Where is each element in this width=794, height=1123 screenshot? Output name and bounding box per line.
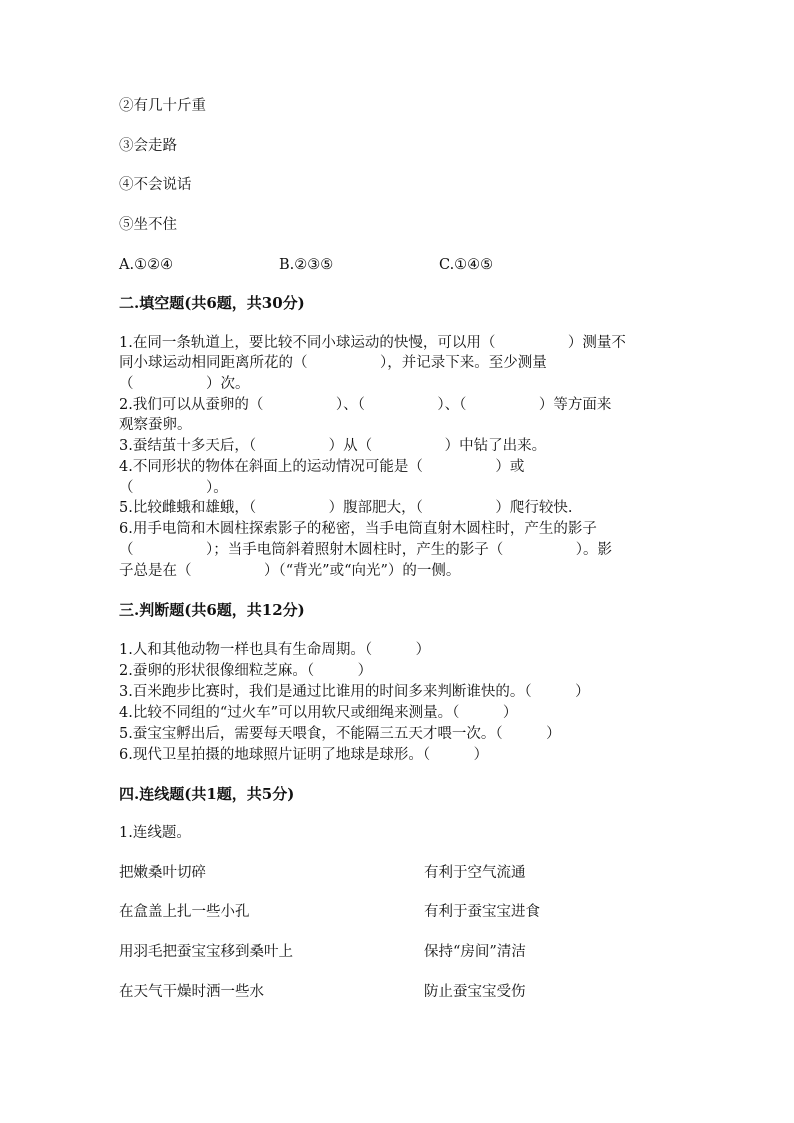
match-left-2: 在盒盖上扎一些小孔 xyxy=(119,904,250,920)
judge-line-3: 3.百米跑步比赛时，我们是通过比谁用的时间多来判断谁快的。（ ） xyxy=(119,684,590,700)
fill-line-9: 5.比较雌蛾和雄蛾，（ ）腹部肥大，（ ）爬行较快. xyxy=(119,500,573,516)
fill-line-7: 4.不同形状的物体在斜面上的运动情况可能是（ ）或 xyxy=(119,459,525,475)
match-right-3: 保持“房间”清洁 xyxy=(424,944,526,960)
option-c: C.①④⑤ xyxy=(439,257,494,273)
fill-line-1: 1.在同一条轨道上，要比较不同小球运动的快慢，可以用（ ）测量不 xyxy=(119,335,626,351)
fill-line-3: （ ）次。 xyxy=(119,376,250,392)
match-left-4: 在天气干燥时洒一些水 xyxy=(119,984,264,1000)
match-right-2: 有利于蚕宝宝进食 xyxy=(424,904,540,920)
judge-line-6: 6.现代卫星拍摄的地球照片证明了地球是球形。（ ） xyxy=(119,747,489,763)
judge-line-5: 5.蚕宝宝孵出后，需要每天喂食，不能隔三五天才喂一次。（ ） xyxy=(119,726,561,742)
option-b: B.②③⑤ xyxy=(279,257,334,273)
section-3-heading: 三.判断题(共6题，共12分) xyxy=(119,601,305,619)
match-right-1: 有利于空气流通 xyxy=(424,865,526,881)
judge-line-2: 2.蚕卵的形状很像细粒芝麻。（ ） xyxy=(119,663,373,679)
fill-line-2: 同小球运动相同距离所花的（ ），并记录下来。至少测量 xyxy=(119,355,547,371)
fill-line-5: 观察蚕卵。 xyxy=(119,417,192,433)
choice-item-2: ②有几十斤重 xyxy=(119,98,206,114)
judge-line-4: 4.比较不同组的“过火车”可以用软尺或细绳来测量。（ ） xyxy=(119,705,518,721)
judge-line-1: 1.人和其他动物一样也具有生命周期。（ ） xyxy=(119,642,431,658)
match-left-1: 把嫩桑叶切碎 xyxy=(119,865,206,881)
fill-line-10: 6.用手电筒和木圆柱探索影子的秘密，当手电筒直射木圆柱时，产生的影子 xyxy=(119,521,597,537)
fill-line-8: （ ）。 xyxy=(119,480,228,496)
fill-line-11: （ ）；当手电筒斜着照射木圆柱时，产生的影子（ ）。影 xyxy=(119,542,612,558)
match-left-3: 用羽毛把蚕宝宝移到桑叶上 xyxy=(119,944,293,960)
choice-item-4: ④不会说话 xyxy=(119,177,192,193)
match-question: 1.连线题。 xyxy=(119,825,191,841)
section-4-heading: 四.连线题(共1题，共5分) xyxy=(119,785,295,803)
match-right-4: 防止蚕宝宝受伤 xyxy=(424,984,526,1000)
fill-line-12: 子总是在（ ）（“背光”或“向光”）的一侧。 xyxy=(119,563,461,579)
choice-item-3: ③会走路 xyxy=(119,138,177,154)
option-a: A.①②④ xyxy=(119,257,174,273)
fill-line-6: 3.蚕结茧十多天后，（ ）从（ ）中钻了出来。 xyxy=(119,438,547,454)
section-2-heading: 二.填空题(共6题，共30分) xyxy=(119,294,305,312)
choice-item-5: ⑤坐不住 xyxy=(119,217,177,233)
fill-line-4: 2.我们可以从蚕卵的（ ）、（ ）、（ ）等方面来 xyxy=(119,397,612,413)
